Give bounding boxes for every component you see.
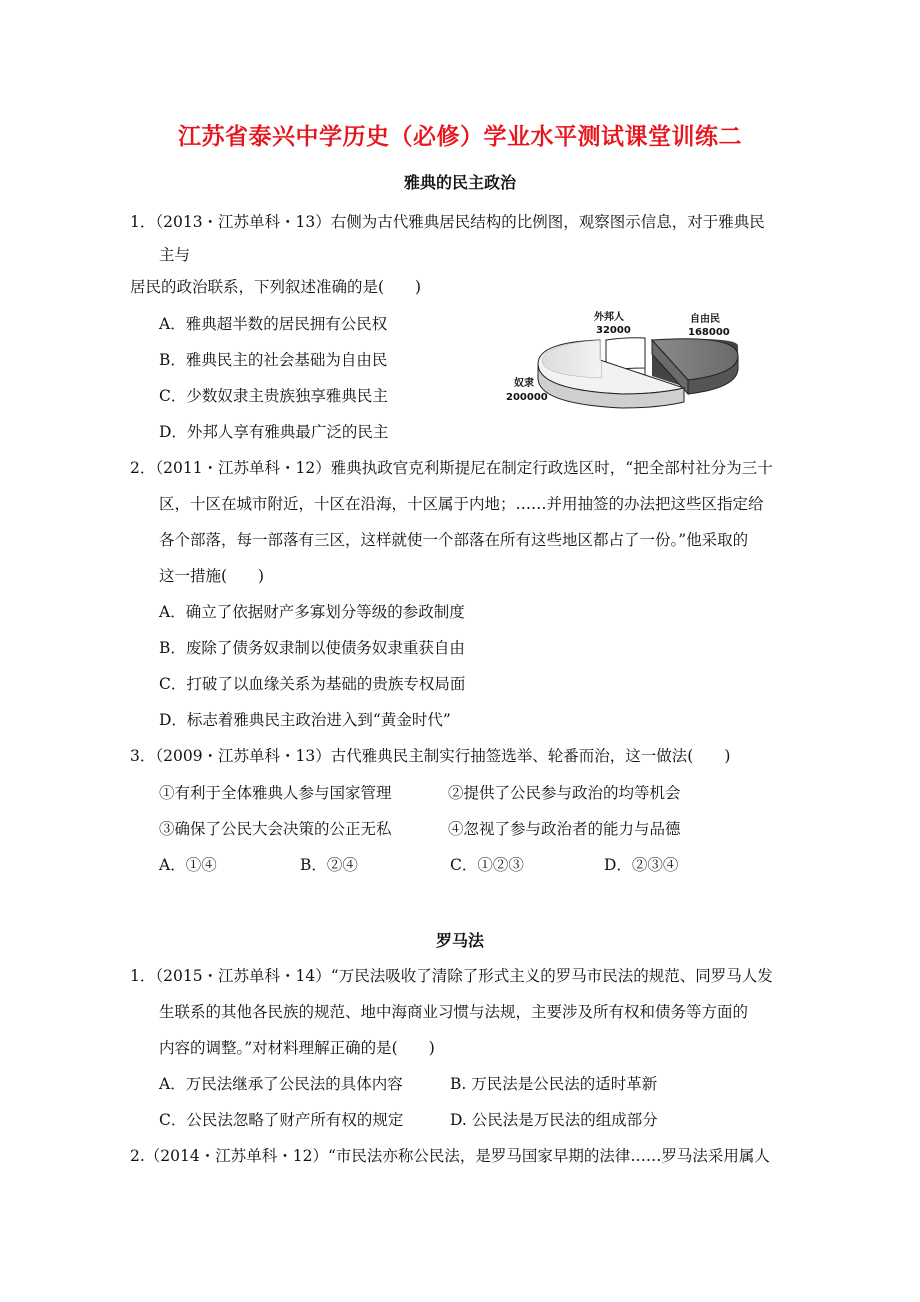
q3-item-1: ①有利于全体雅典人参与国家管理 (159, 784, 392, 802)
r1-option-a: A．万民法继承了公民法的具体内容 (159, 1075, 403, 1093)
q1-line2: 主与 (159, 246, 191, 264)
label-slaves-value: 200000 (506, 392, 548, 403)
q2-option-d: D．标志着雅典民主政治进入到“黄金时代” (159, 711, 451, 729)
label-foreigners-value: 32000 (596, 325, 631, 336)
athens-population-pie-chart (502, 306, 752, 412)
label-foreigners-name: 外邦人 (594, 312, 624, 323)
q3-item-4: ④忽视了参与政治者的能力与品德 (448, 820, 681, 838)
q3-option-c: C．①②③ (450, 856, 524, 874)
label-free-citizens-value: 168000 (688, 327, 730, 338)
q1-line3: 居民的政治联系，下列叙述准确的是( ) (130, 278, 422, 296)
label-free-citizens-name: 自由民 (690, 314, 720, 325)
q3-option-d: D．②③④ (604, 856, 679, 874)
q2-line3: 各个部落，每一部落有三区，这样就使一个部落在所有这些地区都占了一份。”他采取的 (159, 531, 749, 549)
q3-option-a: A．①④ (159, 856, 217, 874)
q2-line2: 区，十区在城市附近，十区在沿海，十区属于内地；……并用抽签的办法把这些区指定给 (159, 495, 764, 513)
q1-option-d: D．外邦人享有雅典最广泛的民主 (159, 423, 389, 441)
q1-option-b: B．雅典民主的社会基础为自由民 (159, 351, 388, 369)
q3-option-b: B．②④ (300, 856, 358, 874)
q3-line1: 3．（2009・江苏单科・13）古代雅典民主制实行抽签选举、轮番而治，这一做法( ) (130, 747, 731, 765)
q2-line1: 2．（2011・江苏单科・12）雅典执政官克利斯提尼在制定行政选区时，“把全部村社分为三十 (130, 459, 773, 477)
r2-line1: 2.（2014・江苏单科・12）“市民法亦称公民法，是罗马国家早期的法律……罗马法采用属人 (130, 1147, 770, 1165)
r1-line3: 内容的调整。”对材料理解正确的是( ) (159, 1039, 435, 1057)
q2-line4: 这一措施( ) (159, 567, 265, 585)
q3-item-3: ③确保了公民大会决策的公正无私 (159, 820, 392, 838)
section-heading-roman-law: 罗马法 (435, 931, 484, 950)
q1-option-c: C．少数奴隶主贵族独享雅典民主 (159, 387, 388, 405)
label-slaves-name: 奴隶 (514, 378, 534, 389)
q3-item-2: ②提供了公民参与政治的均等机会 (448, 784, 681, 802)
q2-option-a: A．确立了依据财产多寡划分等级的参政制度 (159, 603, 465, 621)
document-title: 江苏省泰兴中学历史（必修）学业水平测试课堂训练二 (178, 124, 742, 150)
r1-option-b: B. 万民法是公民法的适时革新 (450, 1075, 658, 1093)
r1-option-c: C．公民法忽略了财产所有权的规定 (159, 1111, 404, 1129)
r1-option-d: D. 公民法是万民法的组成部分 (450, 1111, 658, 1129)
q1-line1: 1．（2013・江苏单科・13）右侧为古代雅典居民结构的比例图，观察图示信息，对于雅典民 (130, 213, 765, 231)
r1-line1: 1．（2015・江苏单科・14）“万民法吸收了清除了形式主义的罗马市民法的规范、同罗马人发 (130, 967, 773, 985)
q2-option-b: B．废除了债务奴隶制以使债务奴隶重获自由 (159, 639, 465, 657)
section-heading-athens: 雅典的民主政治 (403, 173, 516, 192)
r1-line2: 生联系的其他各民族的规范、地中海商业习惯与法规，主要涉及所有权和债务等方面的 (159, 1003, 749, 1021)
q1-option-a: A．雅典超半数的居民拥有公民权 (159, 315, 388, 333)
q2-option-c: C．打破了以血缘关系为基础的贵族专权局面 (159, 675, 466, 693)
